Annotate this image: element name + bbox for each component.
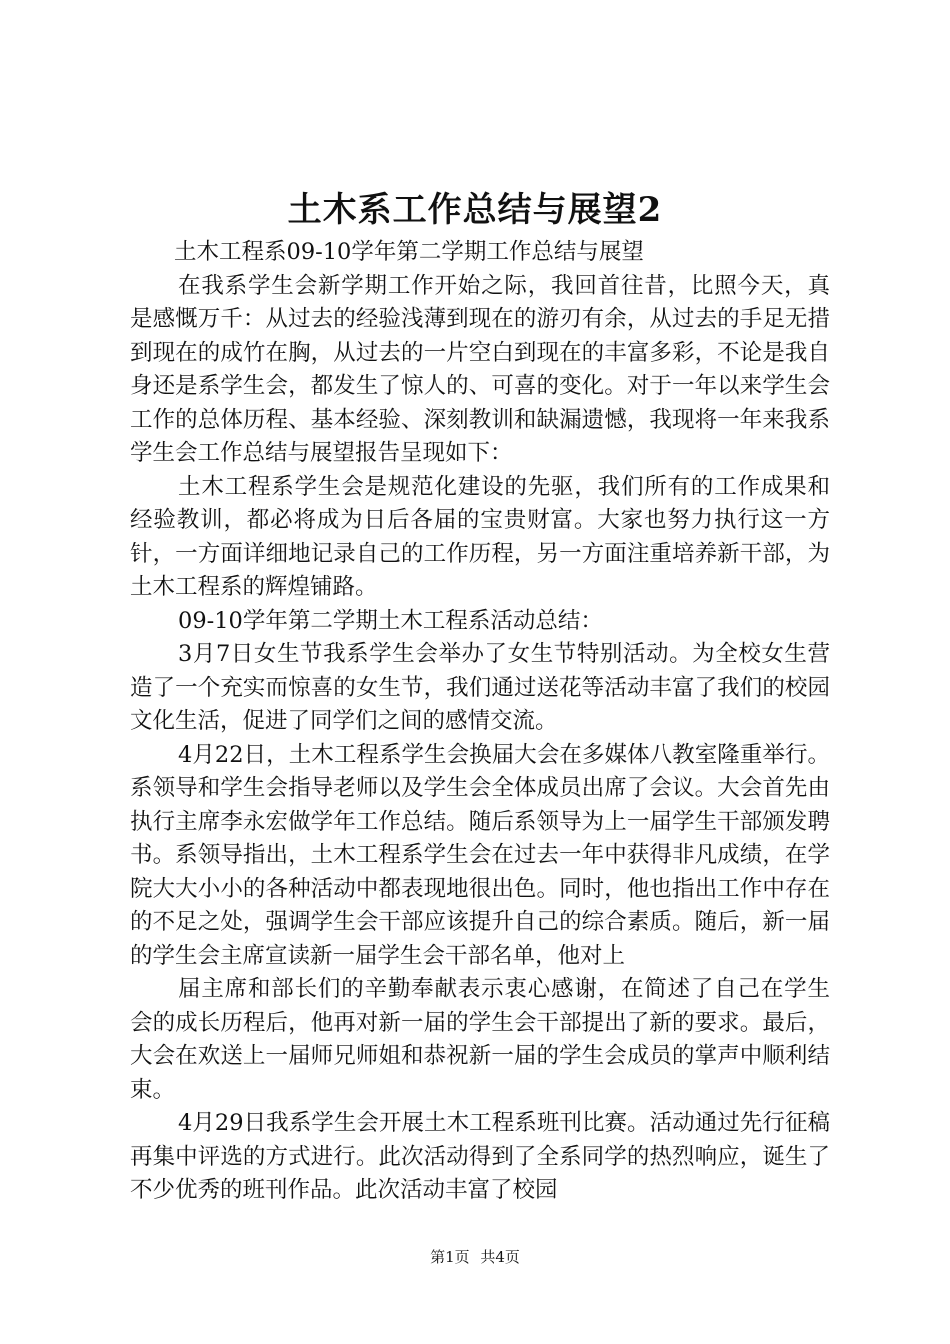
document-title: 土木系工作总结与展望2 — [287, 190, 663, 230]
body-paragraph: 土木工程系学生会是规范化建设的先驱，我们所有的工作成果和经验教训，都必将成为日后各届的宝贵财富。大家也努力执行这一方针，一方面详细地记录自己的工作历程，另一方面注重培养新干部，为土木工程系的辉煌铺路。 — [130, 473, 830, 600]
body-paragraph: 4月22日，土木工程系学生会换届大会在多媒体八教室隆重举行。系领导和学生会指导老师以及学生会全体成员出席了会议。大会首先由执行主席李永宏做学年工作总结。随后系领导为上一届学生干部颁发聘书。系领导指出，土木工程系学生会在过去一年中获得非凡成绩，在学院大大小小的各种活动中都表现地很出色。同时，他也指出工作中存在的不足之处，强调学生会干部应该提升自己的综合素质。随后，新一届的学生会主席宣读新一届学生会干部名单，他对上 — [130, 741, 830, 969]
body-paragraph: 4月29日我系学生会开展土木工程系班刊比赛。活动通过先行征稿再集中评选的方式进行。此次活动得到了全系同学的热烈响应，诞生了不少优秀的班刊作品。此次活动丰富了校园 — [130, 1110, 830, 1203]
intro-paragraph: 在我系学生会新学期工作开始之际，我回首往昔，比照今天，真是感慨万千：从过去的经验浅薄到现在的游刃有余，从过去的手足无措到现在的成竹在胸，从过去的一片空白到现在的丰富多彩，不论是我自身还是系学生会，都发生了惊人的、可喜的变化。对于一年以来学生会工作的总体历程、基本经验、深刻教训和缺漏遗憾，我现将一年来我系学生会工作总结与展望报告呈现如下： — [130, 272, 830, 466]
page-footer — [0, 1247, 950, 1267]
page-total: 共4页 — [480, 1248, 520, 1266]
body-paragraph: 届主席和部长们的辛勤奉献表示衷心感谢，在简述了自己在学生会的成长历程后，他再对新一届的学生会干部提出了新的要求。最后，大会在欢送上一届师兄师姐和恭祝新一届的学生会成员的掌声中顺利结束。 — [130, 976, 830, 1103]
page-number: 第1页 — [430, 1248, 470, 1266]
body-paragraph: 3月7日女生节我系学生会举办了女生节特别活动。为全校女生营造了一个充实而惊喜的女生节，我们通过送花等活动丰富了我们的校园文化生活，促进了同学们之间的感情交流。 — [130, 641, 830, 734]
document-body — [130, 236, 830, 1208]
subtitle-paragraph: 土木工程系09-10学年第二学期工作总结与展望 — [174, 239, 644, 265]
section-heading-paragraph: 09-10学年第二学期土木工程系活动总结： — [178, 607, 603, 634]
